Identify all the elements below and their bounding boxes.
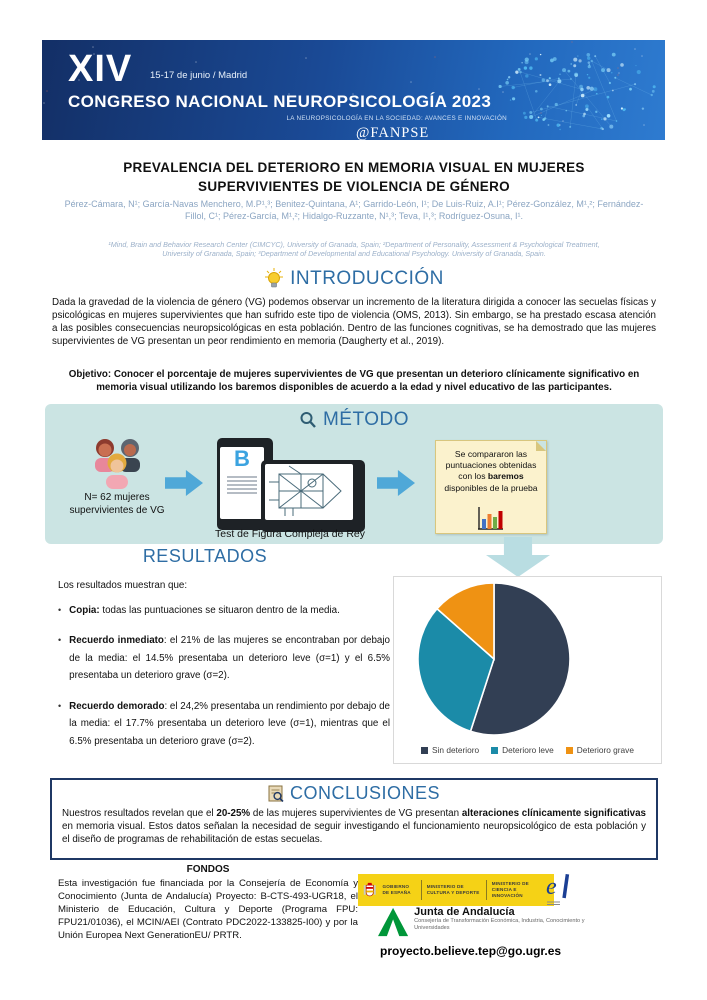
fanpse-logo: @FANPSE: [352, 125, 433, 140]
deterioro-pie-chart: [394, 579, 661, 739]
congress-banner: [42, 40, 665, 140]
women-group-icon: [87, 436, 147, 490]
bullet-recuerdo-demorado: • Recuerdo demorado: el 24,2% presentaba un rendimiento por debajo de la media: el 17.7% presentaba un deterioro leve (σ=1), mientras que el 6.5% presentaba un deterioro grave (σ=2).: [58, 698, 390, 750]
poster-title-line2: SUPERVIVIENTES DE VIOLENCIA DE GÉNERO: [198, 179, 510, 194]
contact-email: proyecto.believe.tep@go.ugr.es: [380, 944, 562, 958]
svg-text:e: e: [546, 874, 557, 900]
comparison-note: [435, 440, 547, 534]
bullet-dot: •: [58, 700, 62, 711]
congress-date-location: 15-17 de junio / Madrid: [150, 70, 248, 81]
rey-figure-drawing: [265, 464, 353, 520]
tablet-text-lines: [227, 476, 257, 494]
tablet-b-letter: B: [234, 446, 250, 471]
note-fold-corner: [536, 441, 546, 451]
pie-chart-panel: [393, 576, 662, 764]
spain-coat-of-arms-icon: [362, 876, 378, 904]
test-caption: Test de Figura Compleja de Rey: [215, 528, 365, 540]
congress-tagline: LA NEUROPSICOLOGÍA EN LA SOCIEDAD: AVANCES E INNOVACIÓN: [286, 115, 507, 122]
metodo-heading-row: [45, 409, 663, 431]
sample-size-label: N= 62 mujeres supervivientes de VG: [69, 492, 165, 516]
intro-paragraph: Dada la gravedad de la violencia de género (VG) podemos observar un incremento de la literatura dirigida a conocer las secuelas físicas y psicológicas en mujeres supervivientes que han sufrido este tipo de violencia (OMS, 2013). Sin embargo, se ha prestado escasa atención a las posibles consecuencias neuropsicológicas en esta población. Dentro de las funciones cognitivas, se ha demostrado que las mujeres supervivientes de VG presentan un peor rendimiento en memoria (Daugherty et al., 2019).: [52, 297, 656, 348]
legend-swatch-icon: [421, 747, 428, 754]
resultados-bullets: [58, 602, 390, 763]
legend-swatch-icon: [491, 747, 498, 754]
congress-edition: XIV: [68, 48, 133, 90]
resultados-lead: Los resultados muestran que:: [58, 580, 188, 591]
affiliations: ¹Mind, Brain and Behavior Research Center (CIMCYC), University of Granada, Spain; ²Department of Personality, Assessment & Psychological Treatment, University of Granada, Spain; ³Department of Developmental and Educational Psychology. University of Granada, Spain.: [108, 240, 600, 259]
junta-subtitle: Consejería de Transformación Económica, Industria, Conocimiento y Universidades: [414, 918, 585, 932]
ministerio-ciencia-label: MINISTERIO DE CIENCIA E INNOVACIÓN: [491, 881, 529, 898]
bullet-copia: • Copia: todas las puntuaciones se situaron dentro de la media.: [58, 602, 390, 619]
pie-legend: [394, 745, 661, 755]
fondos-text: Esta investigación fue financiada por la Consejería de Economía y Conocimiento (Junta de Andalucía) Proyecto: B-CTS-493-UGR18, el Ministerio de Educación, Cultura y Deporte (Programa FPU: FPU21/01036), el MCIN/AEI (Contrato PDC2022-133825-I00) y por la Unión Europea Next GenerationEU/ PRTR.: [58, 878, 358, 941]
spain-government-banner: [358, 874, 554, 906]
metodo-heading: MÉTODO: [322, 409, 410, 430]
conclusiones-section: [50, 778, 658, 860]
bullet-dot: •: [58, 635, 62, 646]
conclusiones-text: Nuestros resultados revelan que el 20-25% de las mujeres supervivientes de VG presentan alteraciones clínicamente significativas en memoria visual. Estos datos señalan la necesidad de seguir investigando el funcionamiento neuropsicológico de esta población y el diseño de programas de rehabilitación de estas secuelas.: [62, 808, 647, 846]
poster-title-line1: PREVALENCIA DEL DETERIORO EN MEMORIA VISUAL EN MUJERES: [123, 160, 585, 175]
gobierno-label: GOBIERNO DE ESPAÑA: [382, 884, 411, 895]
intro-heading-row: [45, 268, 663, 290]
legend-item: Deterioro grave: [566, 745, 634, 755]
fondos-heading: FONDOS: [186, 864, 230, 875]
junta-name: Junta de Andalucía: [414, 906, 515, 918]
conclusiones-heading: CONCLUSIONES: [289, 783, 441, 803]
aei-logo: [544, 872, 578, 908]
objective-text: Objetivo: Conocer el porcentaje de mujeres supervivientes de VG que presentan un deterioro clínicamente significativo en memoria visual utilizando los baremos disponibles de acuerdo a la edad y nivel educativo de las participantes.: [68, 369, 640, 394]
conclusiones-heading-row: [52, 783, 656, 804]
legend-swatch-icon: [566, 747, 573, 754]
flow-arrow-2-icon: [377, 470, 415, 496]
legend-item: Deterioro leve: [491, 745, 554, 755]
congress-title: CONGRESO NACIONAL NEUROPSICOLOGÍA 2023: [68, 92, 492, 111]
tablet-landscape: [261, 460, 365, 532]
junta-andalucia-block: [378, 906, 598, 942]
conclusions-doc-icon: [268, 785, 284, 802]
bullet-dot: •: [58, 605, 62, 615]
magnifier-icon: [299, 411, 317, 429]
intro-heading: INTRODUCCIÓN: [290, 268, 444, 289]
legend-item: Sin deterioro: [421, 745, 479, 755]
bar-chart-icon: [476, 505, 504, 531]
resultados-heading: RESULTADOS: [142, 546, 268, 566]
note-text: Se compararon las puntuaciones obtenidas con los baremos disponibles de la prueba: [444, 449, 538, 493]
ministerio-cultura-label: MINISTERIO DE CULTURA Y DEPORTE: [426, 884, 480, 895]
lightbulb-icon: [264, 268, 284, 290]
authors-list: Pérez-Cámara, N¹; García-Navas Menchero, M.P¹,³; Benitez-Quintana, A¹; Garrido-León, I¹; De Luis-Ruiz, A.I¹; Pérez-González, M¹,²; Fernández-Fillol, C¹; Pérez-García, M¹,²; Hidalgo-Ruzzante, N¹,³; Teva, I¹,³; Rodríguez-Osuna, I¹.: [64, 199, 644, 222]
bullet-recuerdo-inmediato: • Recuerdo inmediato: el 21% de las mujeres se encontraban por debajo de la media: el 14.5% presentaba un deterioro leve (σ=1) y el 6.5% presentaba un deterioro grave (σ=2).: [58, 632, 390, 684]
metodo-section: [45, 404, 663, 544]
junta-andalucia-logo: [378, 906, 408, 938]
